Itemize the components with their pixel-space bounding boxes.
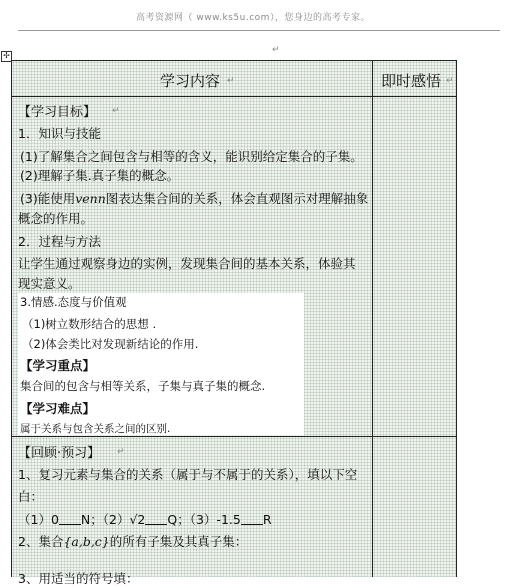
knowledge-item-2: (2)理解子集.真子集的概念。 (20, 168, 180, 183)
key-points-title: 【学习重点】 (20, 358, 96, 373)
key-points-text: 集合间的包含与相等关系，子集与真子集的概念. (20, 379, 266, 393)
answer-blank-2[interactable] (145, 514, 167, 525)
blank-item-1-pre: （1）0 (18, 512, 59, 527)
knowledge-item-1: (1)了解集合之间包含与相等的含义，能识别给定集合的子集。 (20, 149, 363, 164)
paragraph-mark-icon: ↵ (112, 106, 120, 116)
table-border-right (456, 60, 457, 577)
column-header-notes: 即时感悟 (381, 72, 442, 90)
table-border-left (11, 60, 12, 577)
question-2-pre: 2、集合 (18, 534, 64, 549)
paragraph-mark-icon: ↵ (446, 76, 454, 86)
answer-blank-1[interactable] (59, 514, 81, 525)
question-2-post: 的所有子集及其真子集： (109, 534, 248, 549)
paragraph-mark-icon: ↵ (117, 447, 125, 457)
process-method-line1: 让学生通过观察身边的实例，发现集合间的基本关系，体验其 (18, 256, 356, 271)
header-rule (18, 30, 500, 31)
knowledge-item-3-pre: (3)能使用 (20, 191, 76, 206)
knowledge-skills-title: 1．知识与技能 (18, 126, 101, 141)
column-header-content: 学习内容 (160, 72, 221, 90)
question-1-line2: 白： (18, 489, 44, 504)
process-method-title: 2．过程与方法 (18, 234, 101, 249)
question-1-blanks (18, 510, 272, 528)
paragraph-mark-icon: ↵ (272, 45, 280, 55)
difficulty-title: 【学习难点】 (20, 401, 96, 416)
table-border-row1 (11, 96, 457, 97)
knowledge-item-3-post: 图表达集合间的关系，体会直观图示对理解抽象 (105, 191, 369, 206)
question-2-set: {a,b,c} (63, 534, 110, 549)
sqrt-two: √2 (129, 512, 146, 527)
table-border-mid (372, 60, 373, 577)
paragraph-mark-icon: ↵ (227, 76, 235, 86)
question-2 (18, 532, 247, 550)
blank-item-3-post: R (262, 512, 272, 527)
difficulty-text: 属于关系与包含关系之间的区别. (20, 423, 171, 435)
review-preview-title: 【回顾·预习】 (18, 446, 101, 461)
table-border-row2 (11, 436, 457, 437)
question-1-line1: 1、复习元素与集合的关系（属于与不属于的关系），填以下空 (18, 467, 358, 482)
attitude-item-1: （1)树立数形结合的思想 . (22, 317, 157, 331)
process-method-line2: 现实意义。 (18, 276, 81, 291)
notes-cell-1 (373, 97, 456, 436)
blank-item-2-pre: N；（2） (80, 512, 130, 527)
knowledge-item-3 (20, 189, 368, 207)
answer-blank-3[interactable] (241, 514, 263, 525)
attitude-values-title: 3.情感.态度与价值观 (20, 295, 127, 309)
notes-cell-2 (373, 437, 456, 577)
goals-title: 【学习目标】 (18, 105, 97, 120)
table-move-handle-icon[interactable]: ✢ (1, 51, 12, 62)
knowledge-item-3-line2: 概念的作用。 (18, 211, 94, 226)
question-3-partial: 3、用适当的符号填： (18, 571, 139, 586)
page-header-source: 高考资源网（ www.ks5u.com），您身边的高考专家。 (136, 13, 370, 23)
table-border-top (11, 60, 457, 61)
attitude-item-2: （2)体会类比对发现新结论的作用. (22, 337, 199, 351)
blank-item-3-pre: Q；（3）-1.5 (167, 512, 241, 527)
venn-term: venn (75, 191, 106, 206)
